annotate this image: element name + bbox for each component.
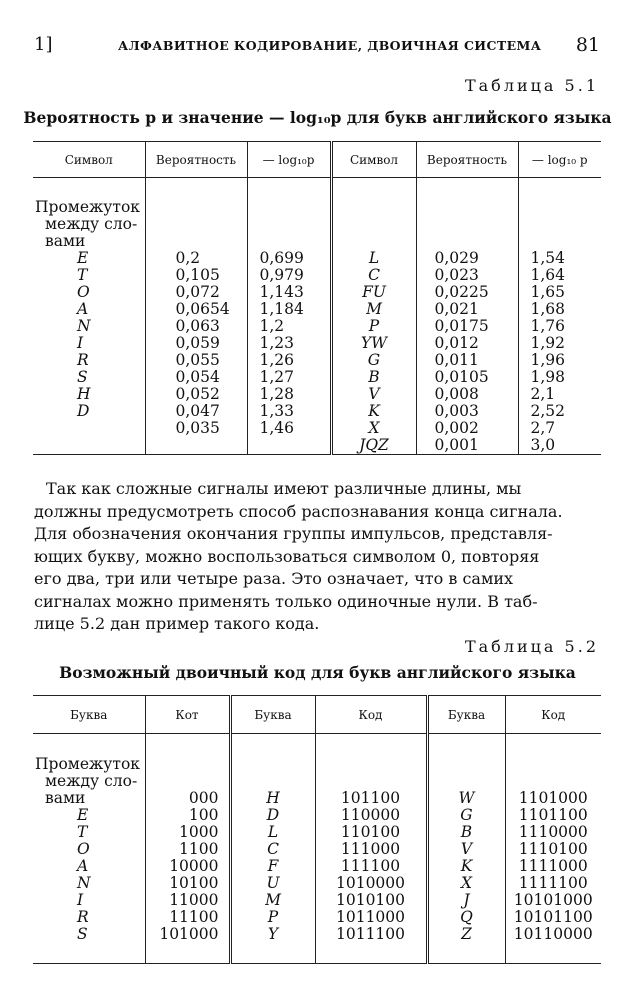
- table1-probability: 0,001: [434, 436, 479, 454]
- table1-log: 2,7: [530, 419, 556, 437]
- table1-symbol: I: [77, 334, 84, 352]
- table1-log: 2,1: [530, 385, 556, 403]
- table1-log: 3,0: [530, 436, 556, 454]
- table2-letter: V: [460, 840, 473, 858]
- paragraph-line: сигналах можно применять только одиночные нули. В таб-: [34, 591, 538, 611]
- table1-probability: 0,059: [175, 334, 220, 352]
- table2-letter: F: [267, 857, 279, 875]
- table2-letter: B: [460, 823, 473, 841]
- table1-label-line: вами: [45, 232, 86, 250]
- table1-title: Вероятность p и значение — log₁₀p для букв английского языка: [23, 108, 612, 127]
- table1-symbol: H: [77, 385, 91, 403]
- table1-symbol: M: [366, 300, 382, 318]
- table2-code: 10110000: [513, 925, 593, 943]
- table2-letter: Q: [460, 908, 473, 926]
- table2-letter: Z: [461, 925, 472, 943]
- table1-probability: 0,021: [434, 300, 479, 318]
- table1-col-probability-right: [416, 178, 518, 455]
- table1-probability: 0,105: [175, 266, 220, 284]
- table1-probability: 0,052: [175, 385, 220, 403]
- table1-log: 1,96: [530, 351, 566, 369]
- table1-probability: 0,0105: [434, 368, 489, 386]
- table2-letter: O: [77, 840, 90, 858]
- paragraph-line: ющих букву, можно воспользоваться символом 0, повторяя: [34, 546, 540, 566]
- table1-log: 1,68: [530, 300, 566, 318]
- table2-letter: D: [266, 806, 280, 824]
- table1-symbol: P: [368, 317, 380, 335]
- table1-log: 1,54: [530, 249, 566, 267]
- table1-label-line: между сло-: [45, 215, 138, 233]
- table1-log: 1,65: [530, 283, 566, 301]
- table1-symbol: D: [77, 402, 90, 420]
- table2-code: 111000: [340, 840, 401, 858]
- table1-probability: 0,035: [175, 419, 220, 437]
- table1-log: 1,76: [530, 317, 566, 335]
- table2-code: 10101000: [513, 891, 593, 909]
- table1-log: 2,52: [530, 402, 566, 420]
- table2-letter: S: [77, 925, 88, 943]
- table2-letter: R: [77, 908, 89, 926]
- table2-code: 101000: [159, 925, 219, 943]
- table1-symbol: C: [368, 266, 380, 284]
- table1-probability: 0,063: [175, 317, 220, 335]
- table2-col-code-1: [145, 734, 230, 964]
- table1-log: 1,26: [259, 351, 295, 369]
- running-title: АЛФАВИТНОЕ КОДИРОВАНИЕ, ДВОИЧНАЯ СИСТЕМА: [118, 38, 542, 53]
- table2-header-code-3: Код: [505, 696, 601, 734]
- table1-col-log-right: [518, 178, 601, 455]
- table1-log: 1,184: [259, 300, 304, 318]
- table2: [33, 695, 601, 964]
- table2-col-code-2: [315, 734, 427, 964]
- table1-log: 1,33: [259, 402, 295, 420]
- table1-log: 1,64: [530, 266, 566, 284]
- table1-log: 1,92: [530, 334, 566, 352]
- table1-probability: 0,072: [175, 283, 220, 301]
- table2-code: 1110100: [518, 840, 588, 858]
- table2-code: 110100: [340, 823, 401, 841]
- paragraph-line: его два, три или четыре раза. Это означает, что в самих: [34, 569, 514, 588]
- table2-code: 10000: [169, 857, 219, 875]
- table1-symbol: G: [367, 351, 381, 369]
- table1-label: Таблица 5.1: [464, 76, 599, 95]
- table2-code: 100: [188, 806, 219, 824]
- table2-label-line: вами: [45, 789, 86, 807]
- table2-code: 1101000: [518, 789, 588, 807]
- table2-header-code-2: Код: [315, 696, 427, 734]
- table2-code: 1101100: [518, 806, 588, 824]
- table1-symbol: K: [368, 402, 380, 420]
- paragraph-line: Для обозначения окончания группы импульсов, представля-: [34, 524, 553, 543]
- table2-letter: N: [77, 874, 91, 892]
- table1-label-line: Промежуток: [35, 198, 140, 216]
- chapter-marker: 1]: [34, 34, 53, 55]
- table1-symbol: JQZ: [359, 436, 389, 454]
- table2-label: Таблица 5.2: [464, 637, 599, 656]
- table1-probability: 0,002: [434, 419, 479, 437]
- table1-log: 1,27: [259, 368, 295, 386]
- table1-symbol: B: [368, 368, 380, 386]
- table2-code: 1000: [179, 823, 219, 841]
- table1-symbol: T: [77, 266, 88, 284]
- table1-probability: 0,008: [434, 385, 479, 403]
- table1-log: 1,143: [259, 283, 304, 301]
- table2-code: 1011100: [335, 925, 406, 943]
- page-number: 81: [575, 34, 600, 56]
- table2-letter: K: [460, 857, 473, 875]
- table1-probability: 0,029: [434, 249, 479, 267]
- table2-header-letter-2: Буква: [230, 696, 315, 734]
- table1-probability: 0,047: [175, 402, 220, 420]
- table1-log: 0,699: [259, 249, 304, 267]
- table2-code: 101100: [340, 789, 401, 807]
- table1-probability: 0,023: [434, 266, 479, 284]
- table2-letter: I: [77, 891, 84, 909]
- table2-letter: L: [267, 823, 279, 841]
- table2-col-code-3: [505, 734, 601, 964]
- table2-letter: W: [458, 789, 475, 807]
- paragraph-line: Так как сложные сигналы имеют различные длины, мы: [46, 479, 522, 498]
- table2-code: 000: [188, 789, 219, 807]
- table1-probability: 0,012: [434, 334, 479, 352]
- table1-probability: 0,0654: [175, 300, 230, 318]
- table1-header-log-2: — log₁₀ p: [518, 142, 601, 178]
- table1-symbol: A: [77, 300, 89, 318]
- table1-col-log-left: [247, 178, 331, 455]
- table2-letter: Y: [267, 925, 279, 943]
- table1-symbol: E: [77, 249, 89, 267]
- table2-code: 1110000: [518, 823, 588, 841]
- table2-code: 1011000: [335, 908, 406, 926]
- table2-code: 10100: [169, 874, 219, 892]
- table1-col-symbol-right: [331, 178, 416, 455]
- table2-letter: E: [77, 806, 89, 824]
- table1-probability: 0,055: [175, 351, 220, 369]
- table1-header-probability-2: Вероятность: [416, 142, 518, 178]
- table1-symbol: N: [77, 317, 91, 335]
- table1-symbol: L: [368, 249, 380, 267]
- table2-letter: M: [265, 891, 281, 909]
- table1-probability: 0,011: [434, 351, 479, 369]
- table2-code: 110000: [340, 806, 401, 824]
- table2-letter: G: [460, 806, 473, 824]
- table2-letter: H: [266, 789, 280, 807]
- table1-symbol: S: [77, 368, 88, 386]
- table2-code: 11100: [169, 908, 219, 926]
- table1-symbol: V: [368, 385, 380, 403]
- table1-col-symbol-left: [33, 178, 145, 455]
- table2-letter: P: [267, 908, 279, 926]
- table2-header-code-1: Кот: [145, 696, 230, 734]
- table2-letter: J: [463, 891, 470, 909]
- table2-col-letter-2: [230, 734, 315, 964]
- table2-header-letter-1: Буква: [33, 696, 145, 734]
- table2-code: 1010100: [335, 891, 406, 909]
- table1-symbol: FU: [362, 283, 386, 301]
- table1-log: 1,2: [259, 317, 285, 335]
- table1-log: 1,46: [259, 419, 295, 437]
- table2-letter: C: [267, 840, 279, 858]
- table2-code: 10101100: [513, 908, 593, 926]
- table2-letter: A: [77, 857, 89, 875]
- running-header: [30, 34, 600, 54]
- table1-header-log-1: — log₁₀p: [247, 142, 331, 178]
- table1-symbol: YW: [360, 334, 388, 352]
- table1-header-symbol-2: Символ: [331, 142, 416, 178]
- table1-probability: 0,2: [175, 249, 201, 267]
- table2-code: 1100: [179, 840, 219, 858]
- table1-symbol: O: [77, 283, 90, 301]
- table1-probability: 0,003: [434, 402, 479, 420]
- table2-letter: U: [266, 874, 280, 892]
- table2-col-letter-1: [33, 734, 145, 964]
- table2-label-line: между сло-: [45, 772, 138, 790]
- table1: [33, 141, 601, 455]
- table2-letter: T: [77, 823, 88, 841]
- table2-label-line: Промежуток: [35, 755, 140, 773]
- table1-log: 1,23: [259, 334, 295, 352]
- body-paragraph: [34, 478, 601, 636]
- table1-header-symbol-1: Символ: [33, 142, 145, 178]
- table2-code: 11000: [169, 891, 219, 909]
- table2-letter: X: [460, 874, 473, 892]
- table2-code: 1010000: [335, 874, 406, 892]
- table2-title: Возможный двоичный код для букв английского языка: [59, 663, 576, 682]
- table2-header-letter-3: Буква: [427, 696, 505, 734]
- table1-col-probability-left: [145, 178, 247, 455]
- table1-symbol: R: [77, 351, 89, 369]
- table1-log: 0,979: [259, 266, 304, 284]
- paragraph-line: лице 5.2 дан пример такого кода.: [34, 614, 320, 633]
- paragraph-line: должны предусмотреть способ распознавания конца сигнала.: [34, 501, 563, 521]
- table2-col-letter-3: [427, 734, 505, 964]
- table2-code: 1111100: [518, 874, 588, 892]
- table1-log: 1,98: [530, 368, 566, 386]
- table2-code: 111100: [340, 857, 401, 875]
- table1-probability: 0,0225: [434, 283, 489, 301]
- table1-log: 1,28: [259, 385, 295, 403]
- table1-header-probability-1: Вероятность: [145, 142, 247, 178]
- table1-symbol: X: [368, 419, 380, 437]
- table2-code: 1111000: [518, 857, 588, 875]
- table1-probability: 0,0175: [434, 317, 489, 335]
- table1-probability: 0,054: [175, 368, 220, 386]
